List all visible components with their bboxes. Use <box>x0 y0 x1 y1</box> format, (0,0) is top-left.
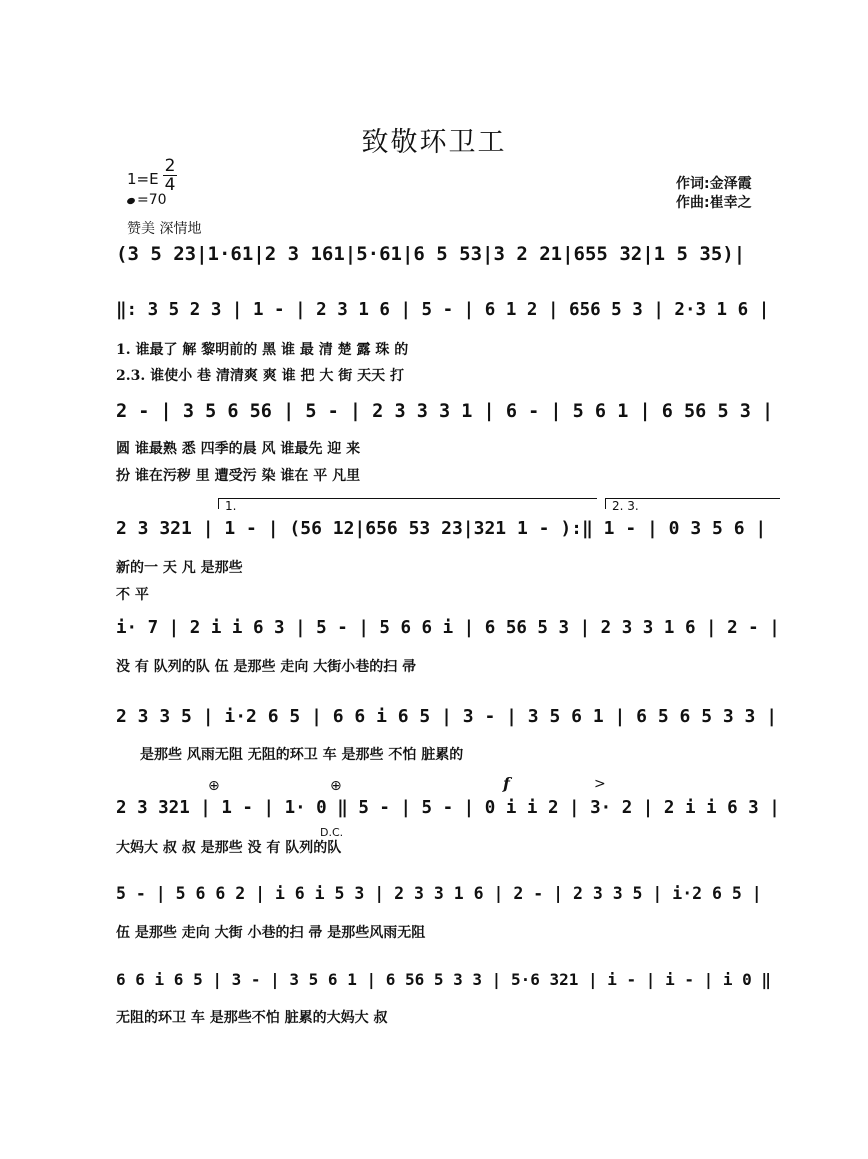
lyric-line: 没 有 队列的队 伍 是那些 走向 大街小巷的扫 帚 <box>116 659 417 675</box>
time-denominator: 4 <box>164 175 176 195</box>
score-row <box>116 615 780 645</box>
time-signature <box>163 157 177 194</box>
expression-marking: 赞美 深情地 <box>127 221 202 237</box>
score-row <box>116 297 780 327</box>
accent-mark: > <box>594 776 606 792</box>
lyric-line-verse1: 新的一 天 凡 是那些 <box>116 560 243 576</box>
lyric-line: 无阻的环卫 车 是那些不怕 脏累的大妈大 叔 <box>116 1010 388 1026</box>
score-row <box>116 515 780 545</box>
lyric-line-verse2: 不 平 <box>116 587 149 603</box>
lyric-line: 伍 是那些 走向 大街 小巷的扫 帚 是那些风雨无阻 <box>116 925 426 941</box>
coda-sign-icon: ⊕ <box>208 778 220 794</box>
dc-marking: D.C. <box>320 826 344 839</box>
time-numerator: 2 <box>164 156 176 176</box>
lyric-line: 是那些 风雨无阻 无阻的环卫 车 是那些 不怕 脏累的 <box>140 747 464 763</box>
volta-second-ending: 2. 3. <box>605 498 780 509</box>
score-row-intro <box>116 241 780 271</box>
notation-line: 2 - | 3 5 6 56 | 5 - | 2 3 3 3 1 | 6 - | 5 6 1 | 6 56 5 3 | <box>116 400 774 422</box>
tempo-marking <box>127 192 167 208</box>
lyric-line-verse1: 圆 谁最熟 悉 四季的晨 风 谁最先 迎 来 <box>116 441 361 457</box>
coda-sign-icon: ⊕ <box>330 778 342 794</box>
score-row <box>116 880 780 910</box>
lyric-line: 大妈大 叔 叔 是那些 没 有 队列的队 <box>116 840 342 856</box>
credits <box>676 175 752 213</box>
volta-first-ending: 1. <box>218 498 597 509</box>
key-signature: 1=E <box>127 170 159 188</box>
lyric-line-verse2: 扮 谁在污秽 里 遭受污 染 谁在 平 凡里 <box>116 468 361 484</box>
score-row <box>116 398 780 428</box>
notation-line: ‖: 3 5 2 3 | 1 - | 2 3 1 6 | 5 - | 6 1 2 | 656 5 3 | 2·3 1 6 | <box>116 300 770 320</box>
tempo-value: =70 <box>137 192 167 208</box>
lyric-line-verse1: 1. 谁最了 解 黎明前的 黑 谁 最 清 楚 露 珠 的 <box>116 342 409 358</box>
lyric-line-verse2: 2.3. 谁使小 巷 清清爽 爽 谁 把 大 街 天天 打 <box>116 368 404 384</box>
lyricist: 作词:金泽霞 <box>676 176 752 192</box>
notation-line: (3 5 23|1·61|2 3 161|5·61|6 5 53|3 2 21|655 32|1 5 35)| <box>116 243 746 265</box>
page-title: 致敬环卫工 <box>361 127 507 158</box>
notation-line: 5 - | 5 6 6 2 | i 6 i 5 3 | 2 3 3 1 6 | 2 - | 2 3 3 5 | i·2 6 5 | <box>116 883 762 903</box>
notation-line: 2 3 321 | 1 - | (56 12|656 53 23|321 1 - ):‖ 1 - | 0 3 5 6 | <box>116 517 767 539</box>
notation-line: 6 6 i 6 5 | 3 - | 3 5 6 1 | 6 56 5 3 3 | 5·6 321 | i - | i - | i 0 ‖ <box>116 969 772 989</box>
score-row <box>116 703 780 733</box>
dynamic-forte: f <box>503 774 510 793</box>
notation-line: 2 3 321 | 1 - | 1· 0 ‖ 5 - | 5 - | 0 i i 2 | 3· 2 | 2 i i 6 3 | <box>116 798 780 818</box>
quarter-note-icon <box>126 197 136 205</box>
score-row <box>116 795 780 825</box>
score-row <box>116 966 780 996</box>
notation-line: i· 7 | 2 i i 6 3 | 5 - | 5 6 6 i | 6 56 5 3 | 2 3 3 1 6 | 2 - | <box>116 618 780 638</box>
notation-line: 2 3 3 5 | i·2 6 5 | 6 6 i 6 5 | 3 - | 3 5 6 1 | 6 5 6 5 3 3 | <box>116 705 778 727</box>
composer: 作曲:崔幸之 <box>676 195 752 211</box>
